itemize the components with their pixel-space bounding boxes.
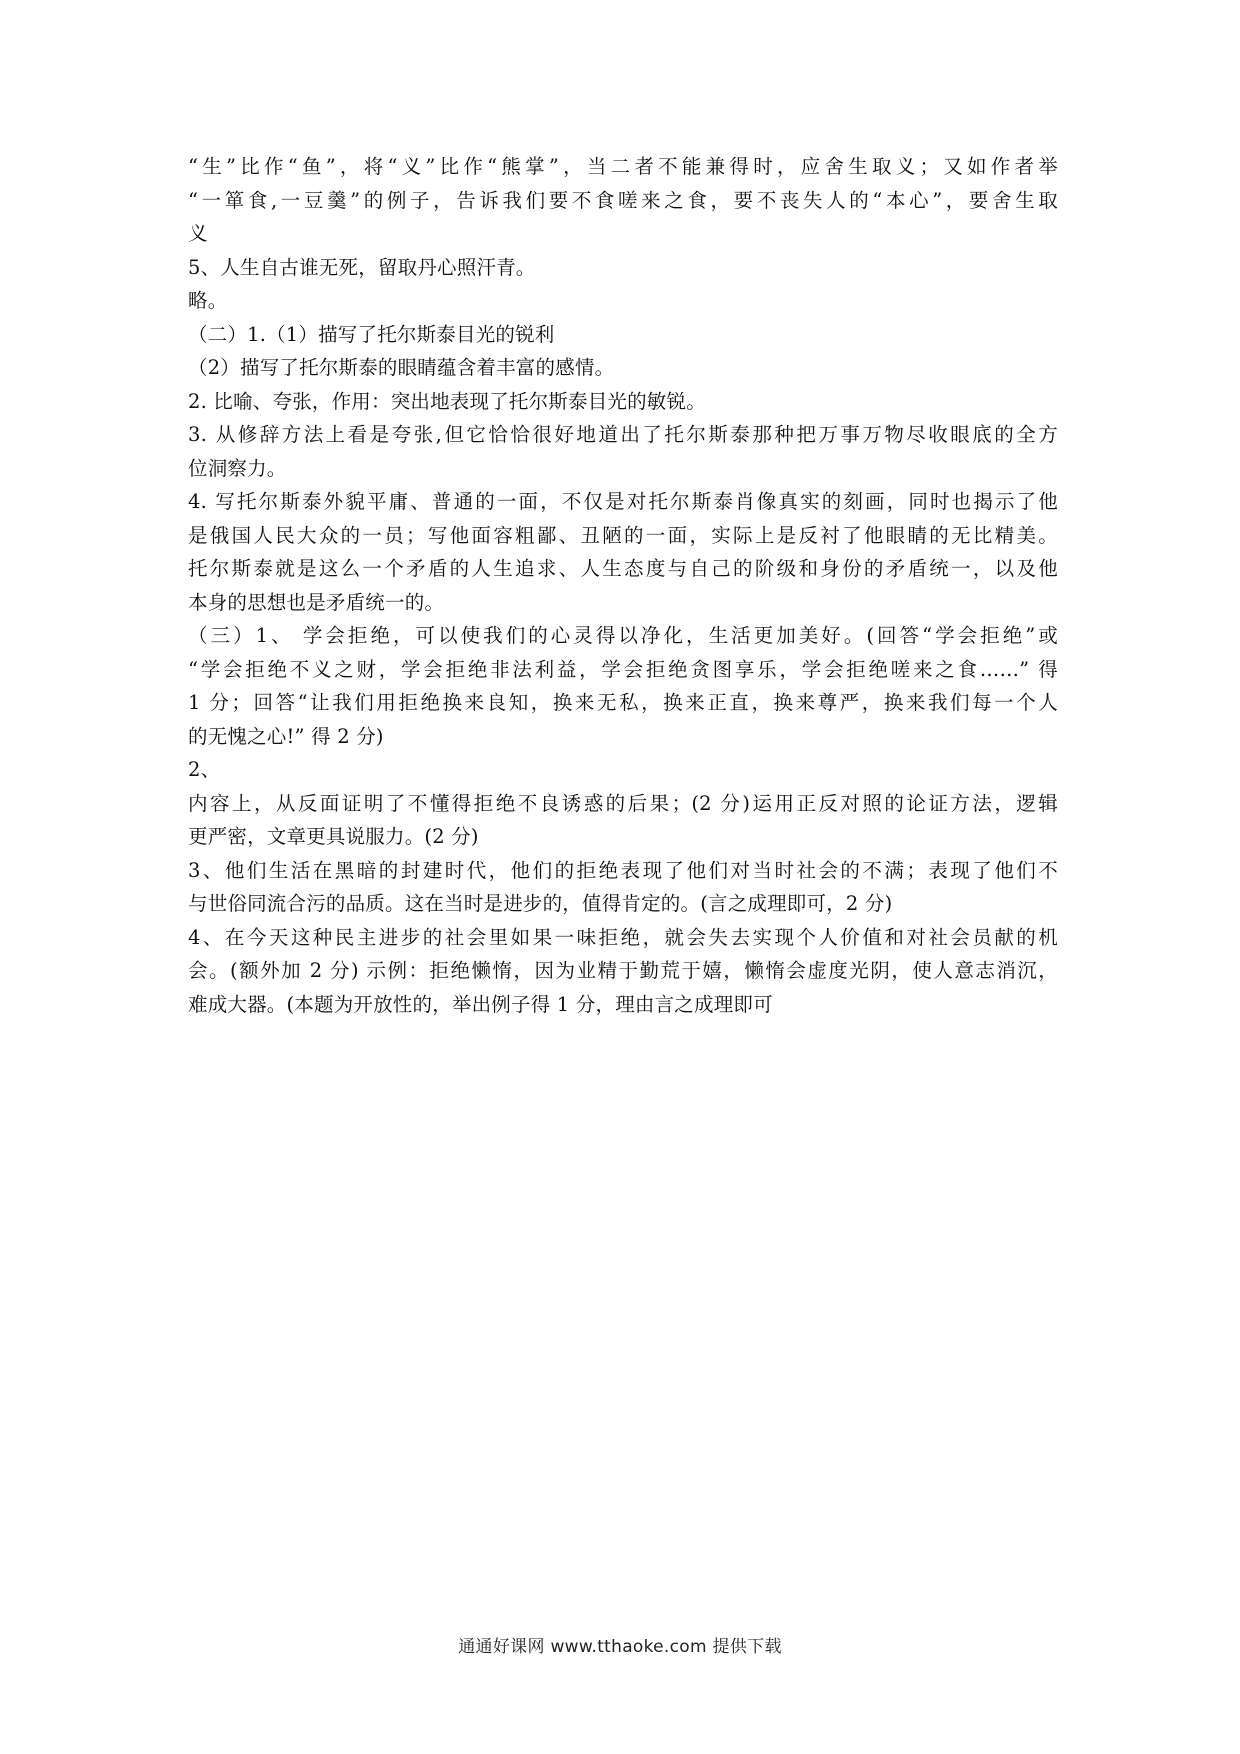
text-line: “学会拒绝不义之财，学会拒绝非法利益，学会拒绝贪图享乐，学会拒绝嗟来之食……” 得 [188, 657, 1058, 681]
text-line: 难成大器。(本题为开放性的，举出例子得 1 分，理由言之成理即可 [188, 992, 773, 1016]
text-line: 会。(额外加 2 分) 示例：拒绝懒惰，因为业精于勤荒于嬉，懒惰会虚度光阴，使人意志消沉， [188, 959, 1058, 982]
text-line: 1 分；回答“让我们用拒绝换来良知，换来无私，换来正直，换来尊严，换来我们每一个人 [188, 691, 1058, 714]
text-line: 略。 [188, 289, 228, 312]
text-line: 是俄国人民大众的一员；写他面容粗鄙、丑陋的一面，实际上是反衬了他眼睛的无比精美。 [188, 523, 1058, 547]
text-line: 位洞察力。 [188, 456, 287, 480]
text-line: 本身的思想也是矛盾统一的。 [188, 590, 445, 614]
text-line: （2）描写了托尔斯泰的眼睛蕴含着丰富的感情。 [188, 356, 615, 379]
document-body [188, 150, 1058, 1021]
text-line: 的无愧之心!” 得 2 分) [188, 724, 384, 748]
text-line: （三）1、 学会拒绝，可以使我们的心灵得以净化，生活更加美好。(回答“学会拒绝”或 [188, 624, 1058, 647]
text-line: 4. 写托尔斯泰外貌平庸、普通的一面，不仅是对托尔斯泰肖像真实的刻画，同时也揭示了他 [188, 490, 1058, 513]
text-line: 4、在今天这种民主进步的社会里如果一味拒绝，就会失去实现个人价值和对社会员献的机 [188, 925, 1058, 949]
text-line: 5、人生自古谁无死，留取丹心照汗青。 [188, 255, 536, 279]
page-footer: 通通好课网 www.tthaoke.com 提供下载 [458, 1637, 782, 1657]
text-line: 义 [188, 222, 208, 245]
text-line: “生”比作“鱼”，将“义”比作“熊掌”，当二者不能兼得时，应舍生取义；又如作者举 [188, 155, 1058, 178]
text-line: 更严密，文章更具说服力。(2 分) [188, 825, 479, 848]
text-line: 3. 从修辞方法上看是夸张,但它恰恰很好地道出了托尔斯泰那种把万事万物尽收眼底的全方 [188, 423, 1058, 446]
text-line: “一箪食,一豆羹”的例子，告诉我们要不食嗟来之食，要不丧失人的“本心”，要舍生取 [188, 188, 1058, 212]
text-line: 2. 比喻、夸张，作用：突出地表现了托尔斯泰目光的敏锐。 [188, 389, 706, 413]
text-line: 2、 [188, 758, 221, 781]
text-line: 与世俗同流合污的品质。这在当时是进步的，值得肯定的。(言之成理即可，2 分) [188, 892, 893, 915]
text-line: （二）1.（1）描写了托尔斯泰目光的锐利 [188, 322, 555, 346]
text-line: 托尔斯泰就是这么一个矛盾的人生追求、人生态度与自己的阶级和身份的矛盾统一，以及他 [188, 557, 1058, 580]
text-line: 内容上，从反面证明了不懂得拒绝不良诱惑的后果；(2 分)运用正反对照的论证方法，逻辑 [188, 791, 1058, 815]
text-line: 3、他们生活在黑暗的封建时代，他们的拒绝表现了他们对当时社会的不满；表现了他们不 [188, 858, 1058, 882]
